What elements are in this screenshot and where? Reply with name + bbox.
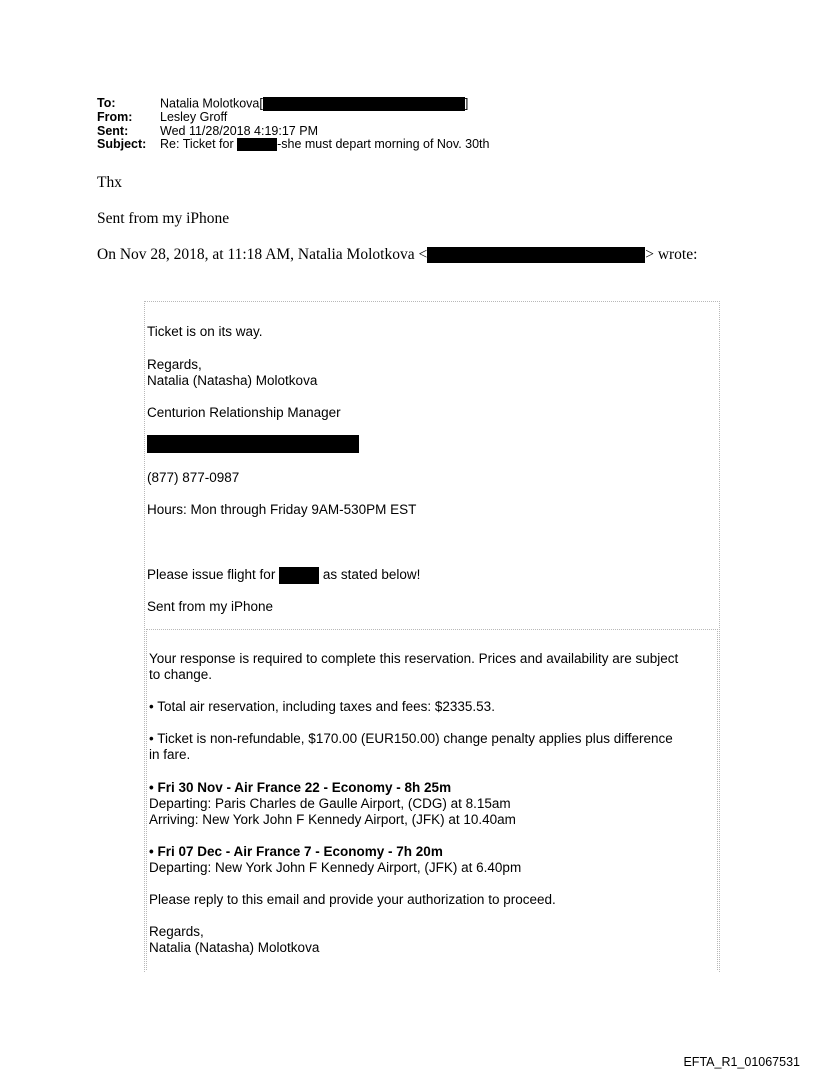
redaction-bar xyxy=(237,138,277,151)
from-label: From: xyxy=(97,110,133,124)
ticket-line: Ticket is on its way. xyxy=(147,324,263,339)
subject-suffix: -she must depart morning of Nov. 30th xyxy=(277,137,490,151)
subject-prefix: Re: Ticket for xyxy=(160,137,238,151)
to-label: To: xyxy=(97,96,116,110)
signature-name: Natalia (Natasha) Molotkova xyxy=(147,373,318,388)
quote-intro xyxy=(97,246,697,264)
regards-text: Regards, xyxy=(147,357,202,372)
reply-sent-from: Sent from my iPhone xyxy=(97,210,230,227)
issue-prefix: Please issue flight for xyxy=(147,567,280,583)
quote-intro-prefix: On Nov 28, 2018, at 11:18 AM, Natalia Molotkova < xyxy=(97,246,428,263)
signature-name-2: Natalia (Natasha) Molotkova xyxy=(149,940,320,955)
office-hours: Hours: Mon through Friday 9AM-530PM EST xyxy=(147,502,417,517)
subject-value xyxy=(160,138,489,152)
signature-title: Centurion Relationship Manager xyxy=(147,405,341,420)
sent-from-iphone: Sent from my iPhone xyxy=(147,599,274,614)
issue-flight-line xyxy=(147,567,420,584)
flight-2-title: • Fri 07 Dec - Air France 7 - Economy - 7h 20m xyxy=(149,844,443,859)
refund-line-2: in fare. xyxy=(149,747,191,762)
phone-number: (877) 877-0987 xyxy=(147,470,240,485)
document-id: EFTA_R1_01067531 xyxy=(683,1055,800,1069)
flight-1-arrive: Arriving: New York John F Kennedy Airport, (JFK) at 10.40am xyxy=(149,812,516,827)
sent-label: Sent: xyxy=(97,123,129,138)
sent-row xyxy=(97,125,489,139)
notice-line-2: to change. xyxy=(149,667,213,682)
reply-request: Please reply to this email and provide your authorization to proceed. xyxy=(149,892,556,907)
to-value xyxy=(160,97,468,111)
reply-thx: Thx xyxy=(97,174,122,191)
redaction-bar xyxy=(279,567,319,584)
sent-value: Wed 11/28/2018 4:19:17 PM xyxy=(160,123,318,138)
email-header xyxy=(97,97,489,152)
reservation-message xyxy=(146,629,718,970)
redaction-bar xyxy=(427,247,645,263)
subject-row xyxy=(97,138,489,152)
redaction-bar xyxy=(147,435,359,453)
flight-2-depart: Departing: New York John F Kennedy Airport, (JFK) at 6.40pm xyxy=(149,860,522,875)
flight-1-title: • Fri 30 Nov - Air France 22 - Economy - 8h 25m xyxy=(149,780,452,795)
to-row xyxy=(97,97,489,111)
issue-suffix: as stated below! xyxy=(319,567,421,583)
to-close: ] xyxy=(464,96,469,111)
to-name: Natalia Molotkova[ xyxy=(160,96,263,111)
redaction-bar xyxy=(263,97,465,111)
quote-intro-suffix: > wrote: xyxy=(645,246,698,263)
from-row xyxy=(97,111,489,125)
refund-line-1: • Ticket is non-refundable, $170.00 (EUR150.00) change penalty applies plus difference xyxy=(149,731,673,746)
total-line: • Total air reservation, including taxes and fees: $2335.53. xyxy=(149,699,495,714)
flight-1-depart: Departing: Paris Charles de Gaulle Airport, (CDG) at 8.15am xyxy=(149,796,511,811)
subject-label: Subject: xyxy=(97,137,147,151)
regards-text-2: Regards, xyxy=(149,924,204,939)
notice-line-1: Your response is required to complete this reservation. Prices and availability are subject xyxy=(149,651,679,666)
from-value: Lesley Groff xyxy=(160,110,228,124)
